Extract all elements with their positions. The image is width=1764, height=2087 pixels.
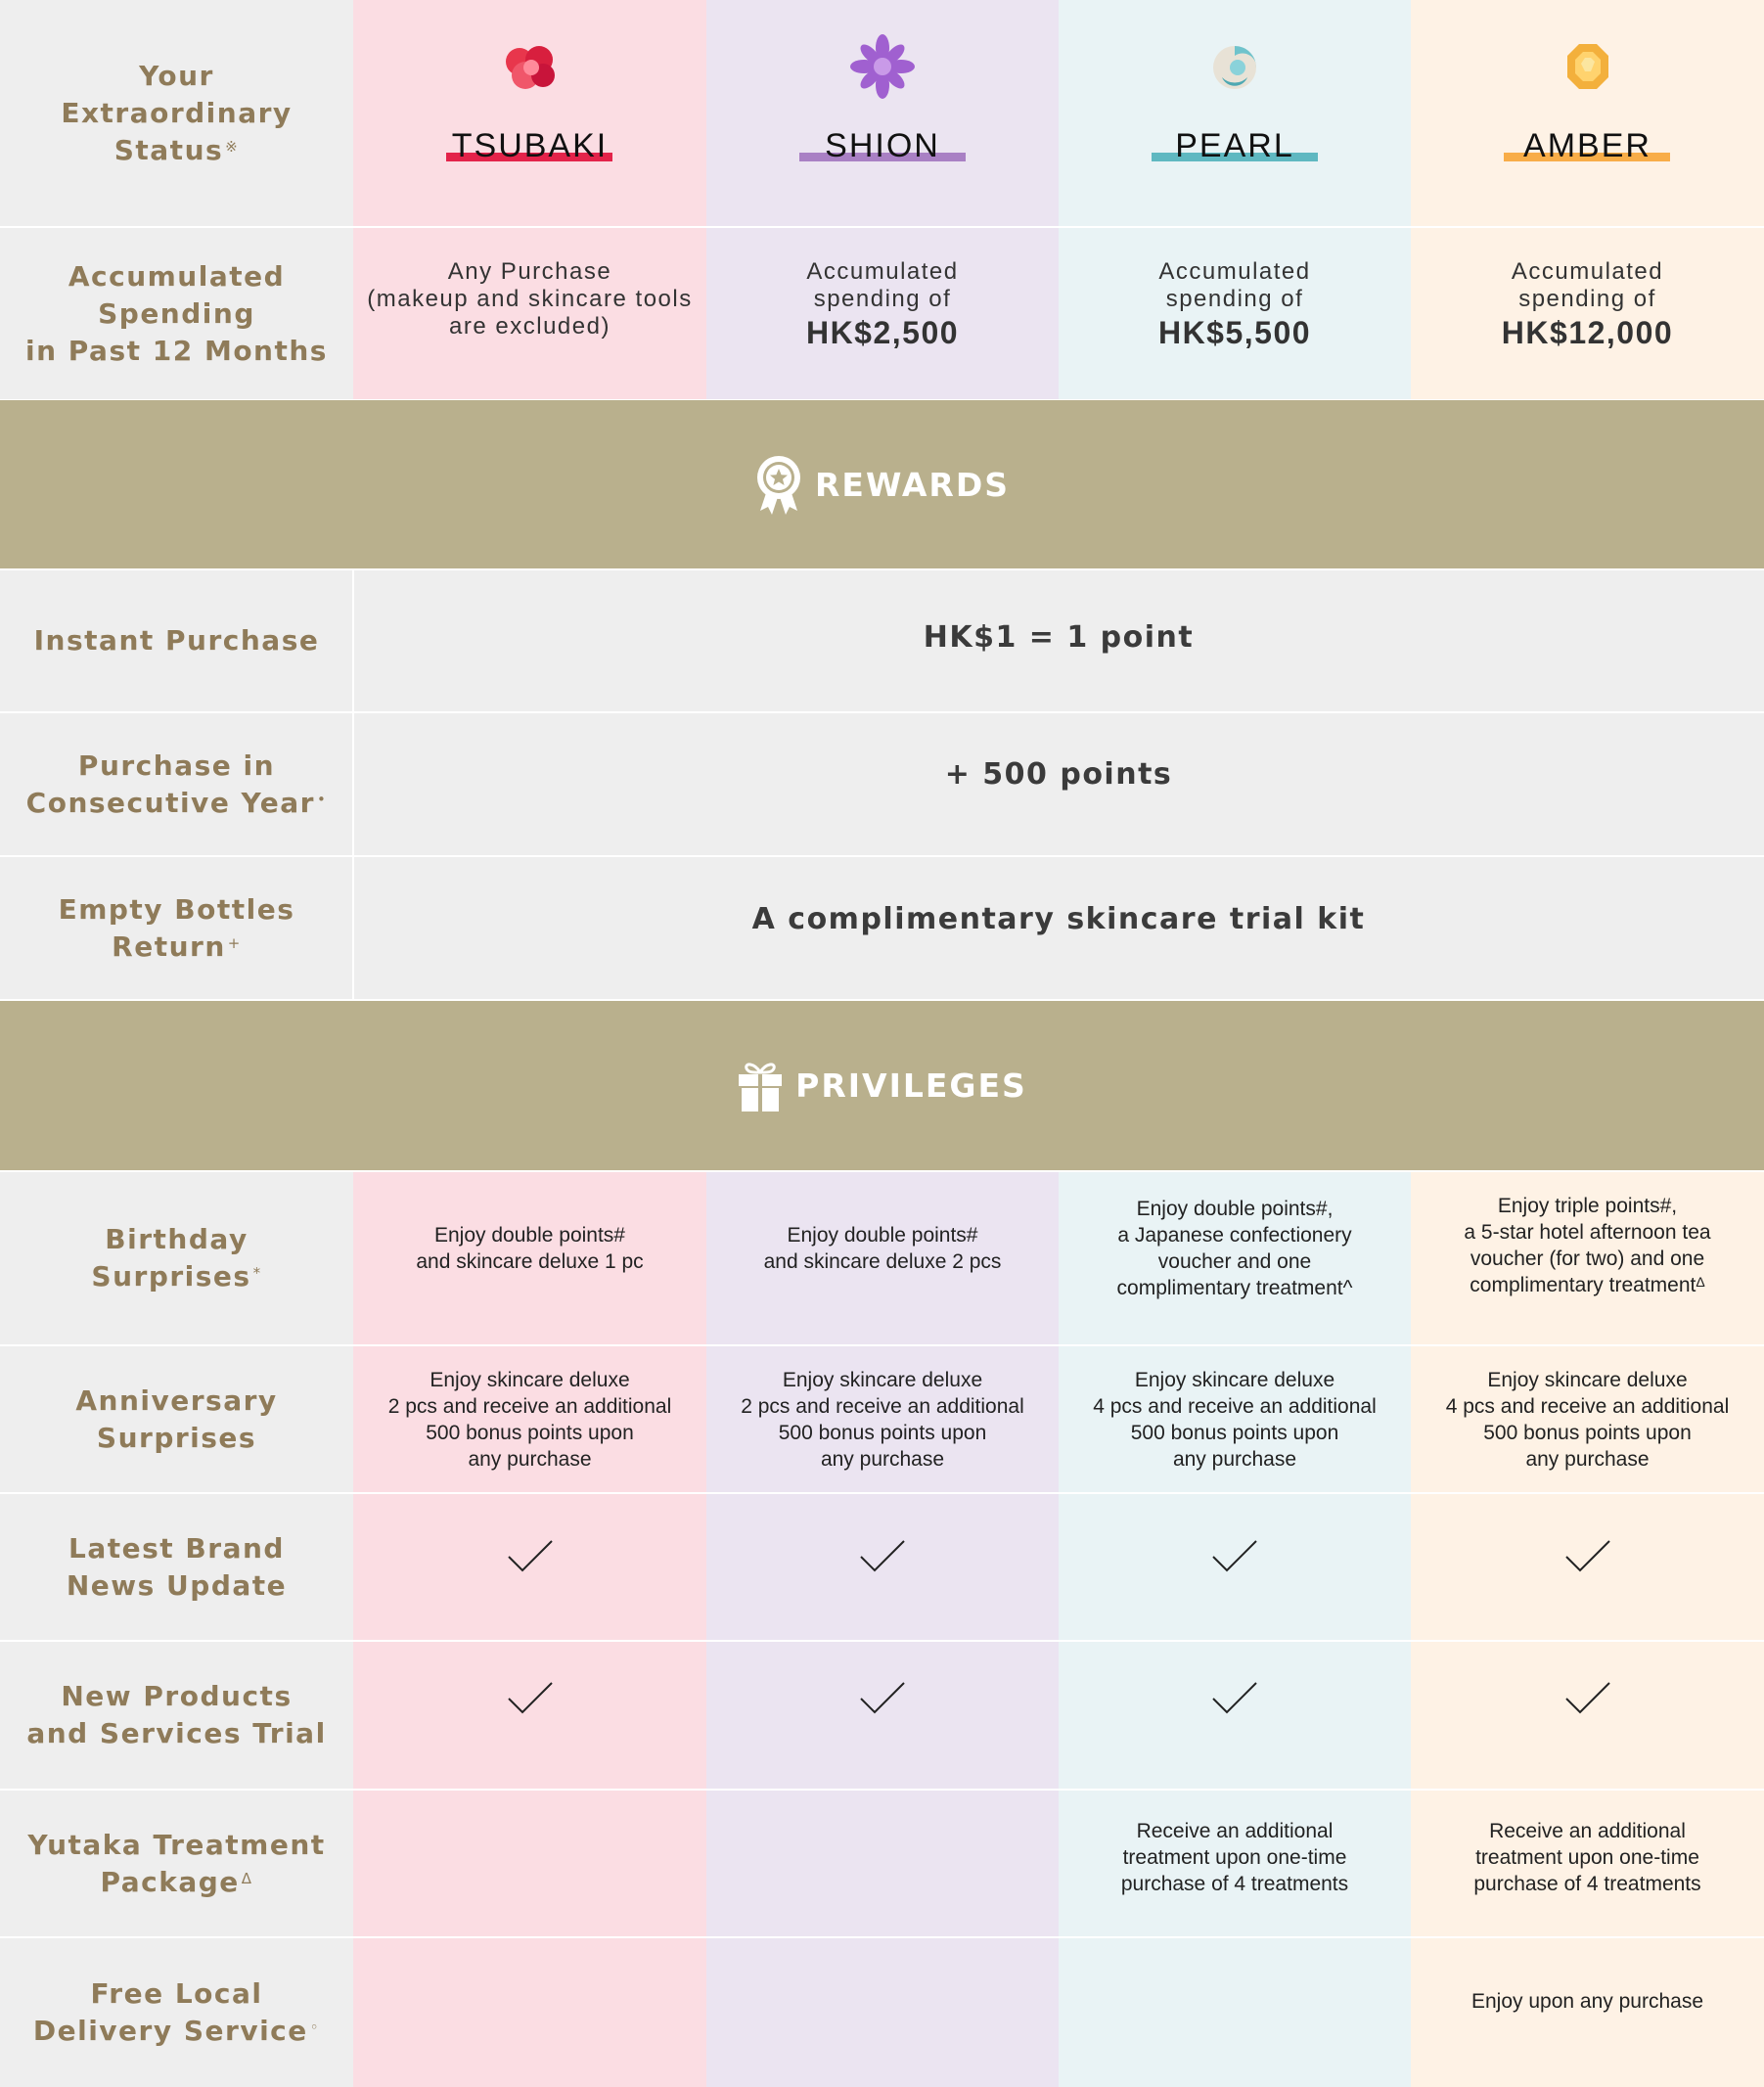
reward-value: + 500 points bbox=[944, 757, 1173, 792]
privilege-text bbox=[1473, 1818, 1700, 1897]
privilege-text bbox=[1093, 1367, 1377, 1473]
amber-birthday bbox=[1411, 1172, 1764, 1344]
privilege-text bbox=[1121, 1818, 1348, 1897]
privilege-text bbox=[1464, 1193, 1710, 1298]
row-label-line: Birthday bbox=[105, 1223, 249, 1255]
privilege-line: 500 bonus points upon bbox=[1483, 1421, 1692, 1444]
shion-trial bbox=[706, 1642, 1059, 1789]
privilege-line: any purchase bbox=[1525, 1447, 1650, 1471]
spending-text: Accumulated bbox=[1158, 258, 1311, 285]
tsubaki-birthday bbox=[353, 1172, 706, 1344]
gift-box-icon bbox=[737, 1061, 784, 1112]
spending-amount: HK$5,500 bbox=[1157, 315, 1312, 350]
pearl-delivery bbox=[1059, 1938, 1411, 2087]
row-label bbox=[26, 748, 328, 822]
reward-value: HK$1 = 1 point bbox=[923, 619, 1195, 655]
tier-pearl-header bbox=[1059, 0, 1411, 226]
privilege-line: Enjoy skincare deluxe bbox=[430, 1368, 630, 1391]
spending-text: are excluded) bbox=[449, 313, 611, 340]
row-label-line: Latest Brand bbox=[68, 1531, 285, 1565]
privilege-line: any purchase bbox=[820, 1447, 945, 1471]
reward-value: A complimentary skincare trial kit bbox=[751, 902, 1366, 936]
spending-text: Accumulated bbox=[1511, 258, 1664, 285]
amber-delivery bbox=[1411, 1938, 1764, 2087]
birthday-row bbox=[0, 1172, 1764, 1344]
shion-delivery bbox=[706, 1938, 1059, 2087]
row-label-line: Anniversary bbox=[75, 1384, 278, 1417]
checkmark-icon bbox=[1562, 1537, 1613, 1576]
tier-shion-header bbox=[706, 0, 1059, 226]
tier-name-shion bbox=[825, 126, 940, 165]
spending-text: spending of bbox=[1165, 286, 1304, 312]
privilege-line: purchase of 4 treatments bbox=[1120, 1873, 1349, 1895]
row-label bbox=[75, 1383, 277, 1457]
amber-trial bbox=[1411, 1642, 1764, 1789]
spending-text: spending of bbox=[1518, 286, 1656, 312]
pearl-gem-icon bbox=[1200, 32, 1269, 101]
tsubaki-anniversary bbox=[353, 1346, 706, 1492]
shion-birthday bbox=[706, 1172, 1059, 1344]
shion-spending bbox=[706, 228, 1059, 399]
privilege-line: Receive an additional bbox=[1136, 1820, 1334, 1842]
privilege-line: any purchase bbox=[1172, 1447, 1297, 1471]
purple-flower-gem-icon bbox=[848, 32, 917, 101]
privilege-line: a 5-star hotel afternoon tea bbox=[1464, 1221, 1711, 1244]
row-label-cell bbox=[0, 1494, 353, 1640]
checkmark-icon bbox=[1562, 1679, 1613, 1718]
tier-name-tsubaki bbox=[452, 126, 608, 165]
privilege-line: a Japanese confectionery bbox=[1117, 1224, 1352, 1247]
tsubaki-trial bbox=[353, 1642, 706, 1789]
checkmark-icon bbox=[1209, 1537, 1260, 1576]
privilege-line: treatment upon one-time bbox=[1475, 1846, 1699, 1869]
row-label-cell bbox=[0, 1791, 353, 1936]
amber-yutaka bbox=[1411, 1791, 1764, 1936]
footnote-mark: Δ bbox=[1696, 1274, 1705, 1290]
tier-name-pearl bbox=[1175, 126, 1294, 165]
privilege-line: voucher (for two) and one bbox=[1470, 1248, 1705, 1270]
privilege-text bbox=[388, 1367, 672, 1473]
status-label-text: Your Extraordinary Status bbox=[61, 59, 293, 166]
shion-anniversary bbox=[706, 1346, 1059, 1492]
privilege-line: Enjoy skincare deluxe bbox=[1487, 1368, 1688, 1391]
privilege-line: complimentary treatment bbox=[1470, 1274, 1696, 1296]
pearl-trial bbox=[1059, 1642, 1411, 1789]
privilege-line: any purchase bbox=[468, 1447, 592, 1471]
status-label bbox=[60, 58, 294, 169]
row-label-cell bbox=[0, 713, 353, 855]
privilege-text bbox=[741, 1367, 1024, 1473]
status-footnote-mark: ※ bbox=[225, 137, 240, 156]
tier-tsubaki-header bbox=[353, 0, 706, 226]
row-label bbox=[27, 1827, 325, 1901]
row-label bbox=[59, 891, 295, 966]
consecutive-year-row bbox=[0, 713, 1764, 855]
instant-purchase-row bbox=[0, 570, 1764, 711]
privilege-line: 4 pcs and receive an additional bbox=[1093, 1394, 1377, 1418]
privilege-line: treatment upon one-time bbox=[1122, 1846, 1347, 1869]
privilege-line: 500 bonus points upon bbox=[1130, 1421, 1339, 1444]
checkmark-icon bbox=[505, 1537, 556, 1576]
row-label-line: News Update bbox=[66, 1568, 288, 1602]
pearl-birthday bbox=[1059, 1172, 1411, 1344]
privilege-line: Enjoy double points# bbox=[434, 1224, 625, 1247]
instant-purchase-value bbox=[353, 570, 1764, 711]
privilege-line: Enjoy double points#, bbox=[1136, 1198, 1334, 1220]
products-trial-row bbox=[0, 1642, 1764, 1789]
tier-header-row bbox=[0, 0, 1764, 226]
checkmark-icon bbox=[857, 1679, 908, 1718]
privileges-section-header bbox=[0, 1001, 1764, 1170]
tsubaki-yutaka bbox=[353, 1791, 706, 1936]
row-label bbox=[26, 1678, 326, 1752]
privilege-line: Enjoy double points# bbox=[787, 1224, 978, 1247]
row-label-line: Empty Bottles bbox=[58, 892, 295, 926]
row-label-line: New Products bbox=[61, 1680, 293, 1712]
spending-amount: HK$12,000 bbox=[1501, 315, 1674, 350]
privilege-line: Enjoy skincare deluxe bbox=[1134, 1368, 1335, 1391]
privilege-line: 4 pcs and receive an additional bbox=[1445, 1394, 1730, 1418]
spending-text: Accumulated bbox=[806, 258, 959, 285]
row-label-cell bbox=[0, 857, 353, 999]
checkmark-icon bbox=[857, 1537, 908, 1576]
tier-name-text: AMBER bbox=[1523, 126, 1651, 164]
empty-bottles-value bbox=[353, 857, 1764, 999]
row-label bbox=[34, 622, 320, 659]
row-label-cell bbox=[0, 1938, 353, 2087]
tier-name-amber bbox=[1523, 126, 1651, 165]
privilege-line: 500 bonus points upon bbox=[426, 1421, 634, 1444]
checkmark-icon bbox=[505, 1679, 556, 1718]
privilege-line: 2 pcs and receive an additional bbox=[387, 1394, 672, 1418]
privilege-text bbox=[764, 1222, 1002, 1275]
award-ribbon-icon bbox=[754, 454, 803, 515]
privilege-line: Enjoy skincare deluxe bbox=[782, 1368, 983, 1391]
spending-label-cell bbox=[0, 228, 353, 399]
shion-news bbox=[706, 1494, 1059, 1640]
status-label-cell bbox=[0, 0, 353, 226]
privilege-text: Enjoy upon any purchase bbox=[1471, 1989, 1703, 2013]
amber-anniversary bbox=[1411, 1346, 1764, 1492]
red-camellia-gem-icon bbox=[496, 32, 565, 101]
amber-news bbox=[1411, 1494, 1764, 1640]
pearl-yutaka bbox=[1059, 1791, 1411, 1936]
consecutive-year-value bbox=[353, 713, 1764, 855]
privilege-line: 500 bonus points upon bbox=[778, 1421, 987, 1444]
row-label bbox=[25, 258, 328, 370]
tier-amber-header bbox=[1411, 0, 1764, 226]
row-label-line: Consecutive Year bbox=[25, 786, 315, 819]
spending-text: (makeup and skincare tools bbox=[367, 286, 693, 312]
privilege-line: Enjoy triple points#, bbox=[1497, 1195, 1678, 1217]
rewards-title: REWARDS bbox=[815, 465, 1010, 504]
footnote-mark: + bbox=[227, 933, 242, 952]
spending-amount: HK$2,500 bbox=[805, 315, 960, 350]
tsubaki-delivery bbox=[353, 1938, 706, 2087]
row-label-line: Spending bbox=[98, 296, 255, 330]
yutaka-treatment-row bbox=[0, 1791, 1764, 1936]
row-label bbox=[67, 1530, 287, 1605]
row-label-line: Purchase in bbox=[77, 749, 276, 782]
privilege-line: and skincare deluxe 2 pcs bbox=[763, 1250, 1002, 1273]
row-label-line: Surprises bbox=[96, 1421, 257, 1454]
shion-yutaka bbox=[706, 1791, 1059, 1936]
pearl-anniversary bbox=[1059, 1346, 1411, 1492]
footnote-mark: Δ bbox=[241, 1869, 253, 1887]
brand-news-row bbox=[0, 1494, 1764, 1640]
amber-spending bbox=[1411, 228, 1764, 399]
row-label-line: in Past 12 Months bbox=[25, 334, 328, 367]
pearl-news bbox=[1059, 1494, 1411, 1640]
row-label-cell bbox=[0, 1172, 353, 1344]
spending-text: Any Purchase bbox=[447, 258, 612, 285]
row-label-cell bbox=[0, 570, 353, 711]
privilege-line: 2 pcs and receive an additional bbox=[741, 1394, 1024, 1418]
privilege-line: complimentary treatment^ bbox=[1116, 1277, 1353, 1299]
anniversary-row bbox=[0, 1346, 1764, 1492]
privileges-title: PRIVILEGES bbox=[795, 1066, 1027, 1105]
privilege-text bbox=[416, 1222, 643, 1275]
pearl-spending bbox=[1059, 228, 1411, 399]
checkmark-icon bbox=[1209, 1679, 1260, 1718]
privilege-line: voucher and one bbox=[1157, 1250, 1312, 1273]
rewards-section-header bbox=[0, 400, 1764, 568]
column-divider bbox=[352, 570, 354, 999]
footnote-mark: • bbox=[316, 790, 328, 808]
empty-bottles-row bbox=[0, 857, 1764, 999]
amber-gem-icon bbox=[1554, 32, 1622, 101]
row-label bbox=[91, 1221, 261, 1295]
privilege-text bbox=[1446, 1367, 1730, 1473]
row-label-line: Free Local bbox=[90, 1977, 263, 2010]
row-label-line: Yutaka Treatment bbox=[27, 1828, 326, 1861]
row-label-line: Instant Purchase bbox=[33, 624, 320, 657]
footnote-mark: * bbox=[252, 1264, 262, 1282]
row-label-line: Delivery Service bbox=[32, 2015, 308, 2047]
row-label bbox=[33, 1975, 320, 2050]
row-label-line: Return bbox=[112, 930, 226, 963]
spending-text: spending of bbox=[813, 286, 952, 312]
row-label-cell bbox=[0, 1642, 353, 1789]
privilege-line: Receive an additional bbox=[1489, 1820, 1686, 1842]
tier-name-text: SHION bbox=[825, 126, 940, 164]
tsubaki-spending bbox=[353, 228, 706, 399]
row-label-cell bbox=[0, 1346, 353, 1492]
privilege-text bbox=[1117, 1196, 1353, 1301]
spending-row bbox=[0, 228, 1764, 399]
row-label-line: Accumulated bbox=[68, 259, 286, 293]
tier-name-text: PEARL bbox=[1175, 126, 1294, 164]
row-label-line: and Services Trial bbox=[26, 1717, 327, 1749]
footnote-mark: ◦ bbox=[309, 2019, 321, 2036]
free-delivery-row bbox=[0, 1938, 1764, 2087]
row-label-line: Package bbox=[100, 1865, 240, 1898]
privilege-line: purchase of 4 treatments bbox=[1473, 1873, 1701, 1895]
privilege-line: and skincare deluxe 1 pc bbox=[416, 1250, 644, 1273]
tier-name-text: TSUBAKI bbox=[451, 126, 609, 164]
tsubaki-news bbox=[353, 1494, 706, 1640]
row-label-line: Surprises bbox=[91, 1260, 251, 1293]
